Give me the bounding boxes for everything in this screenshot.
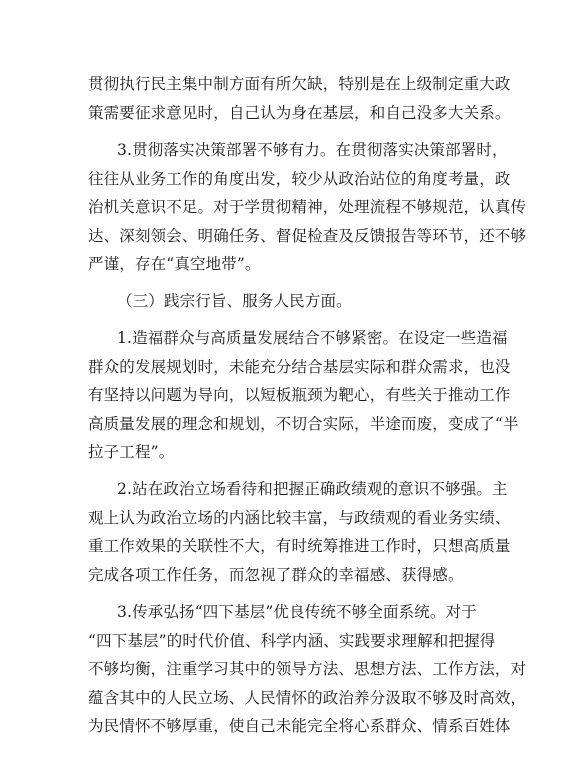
section-heading-3-four-grassroots: 3.传承弘扬“四下基层”优良传统不够全面系统。对于 bbox=[117, 603, 477, 621]
paragraph-line: 不够均衡，注重学习其中的领导方法、思想方法、工作方法，对 bbox=[88, 660, 527, 678]
paragraph-line: 群众的发展规划时，未能充分结合基层实际和群众需求，也没 bbox=[88, 358, 511, 376]
paragraph-line: 有坚持以问题为导向，以短板瓶颈为靶心，有些关于推动工作 bbox=[88, 386, 511, 404]
paragraph-line: 策需要征求意见时，自己认为身在基层，和自己没多大关系。 bbox=[88, 104, 511, 122]
paragraph-line: 为民情怀不够厚重，使自己未能完全将心系群众、情系百姓体 bbox=[88, 717, 511, 735]
section-heading-1-high-quality-development: 1.造福群众与高质量发展结合不够紧密。在设定一些造福 bbox=[117, 329, 508, 347]
paragraph-line: 重工作效果的关联性不大，有时统筹推进工作时，只想高质量 bbox=[88, 537, 511, 555]
paragraph-line: 拉子工程”。 bbox=[88, 443, 175, 461]
paragraph-line: “四下基层”的时代价值、科学内涵、实践要求理解和把握得 bbox=[88, 632, 496, 650]
paragraph-line: 治机关意识不足。对于学贯彻精神，处理流程不够规范，认真传 bbox=[88, 198, 527, 216]
section-heading-3-decision-implementation: 3.贯彻落实决策部署不够有力。在贯彻落实决策部署时， bbox=[117, 141, 508, 159]
section-heading-serving-people: （三）践宗行旨、服务人民方面。 bbox=[117, 292, 352, 310]
paragraph-line: 往往从业务工作的角度出发，较少从政治站位的角度考量，政 bbox=[88, 170, 511, 188]
paragraph-line: 观上认为政治立场的内涵比较丰富，与政绩观的看业务实绩、 bbox=[88, 509, 511, 527]
paragraph-line: 高质量发展的理念和规划，不切合实际，半途而废，变成了“半 bbox=[88, 415, 519, 433]
paragraph-line: 贯彻执行民主集中制方面有所欠缺，特别是在上级制定重大政 bbox=[88, 75, 511, 93]
paragraph-line: 完成各项工作任务，而忽视了群众的幸福感、获得感。 bbox=[88, 566, 464, 584]
paragraph-line: 严谨，存在“真空地带”。 bbox=[88, 255, 261, 273]
section-heading-2-political-stance: 2.站在政治立场看待和把握正确政绩观的意识不够强。主 bbox=[117, 480, 508, 498]
paragraph-line: 达、深刻领会、明确任务、督促检查及反馈报告等环节，还不够 bbox=[88, 227, 527, 245]
paragraph-line: 蕴含其中的人民立场、人民情怀的政治养分汲取不够及时高效， bbox=[88, 689, 527, 707]
